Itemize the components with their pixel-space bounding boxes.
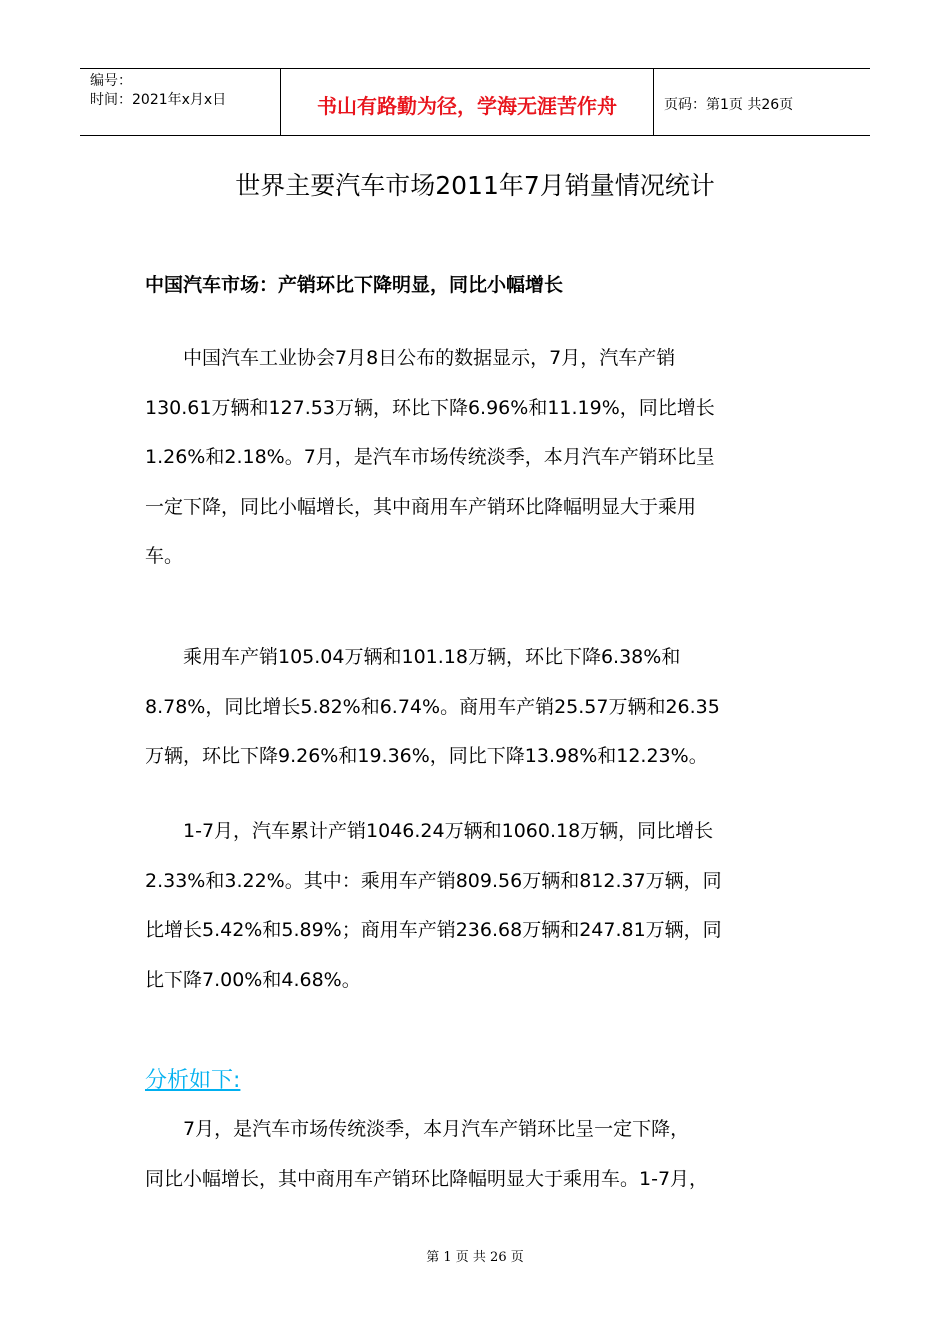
code-label: 编号：	[90, 73, 132, 89]
page-info-cell	[654, 69, 870, 135]
analysis-heading: 分析如下:	[145, 1068, 241, 1093]
paragraph-line: 7月，是汽车市场传统淡季，本月汽车产销环比呈一定下降，	[145, 1118, 690, 1140]
paragraph-line: 中国汽车工业协会7月8日公布的数据显示，7月，汽车产销	[145, 347, 676, 369]
motto-text: 书山有路勤为径，学海无涯苦作舟	[317, 93, 617, 118]
paragraph-2	[145, 633, 813, 782]
paragraph-line: 同比小幅增长，其中商用车产销环比降幅明显大于乘用车。1-7月，	[145, 1167, 709, 1190]
paragraph-line: 1.26%和2.18%。7月，是汽车市场传统淡季，本月汽车产销环比呈	[145, 446, 715, 468]
paragraph-line: 万辆，环比下降9.26%和19.36%，同比下降13.98%和12.23%。	[145, 745, 708, 767]
page-footer: 第 1 页 共 26 页	[426, 1250, 524, 1265]
paragraph-3	[145, 807, 813, 1005]
paragraph-line: 130.61万辆和127.53万辆，环比下降6.96%和11.19%，同比增长	[145, 396, 715, 419]
paragraph-line: 一定下降，同比小幅增长，其中商用车产销环比降幅明显大于乘用	[145, 495, 697, 518]
paragraph-line: 车。	[145, 545, 184, 567]
document-title: 世界主要汽车市场2011年7月销量情况统计	[235, 171, 715, 200]
paragraph-line: 比下降7.00%和4.68%。	[145, 968, 361, 991]
motto-cell	[281, 69, 654, 135]
page-info-text: 页码：第1页 共26页	[664, 97, 794, 113]
analysis-paragraph	[145, 1105, 813, 1204]
paragraph-line: 8.78%，同比增长5.82%和6.74%。商用车产销25.57万辆和26.35	[145, 695, 720, 718]
paragraph-line: 比增长5.42%和5.89%；商用车产销236.68万辆和247.81万辆，同	[145, 919, 722, 941]
paragraph-1	[145, 334, 813, 582]
section-heading: 中国汽车市场：产销环比下降明显，同比小幅增长	[145, 274, 564, 296]
page-header	[80, 68, 870, 136]
paragraph-line: 1-7月，汽车累计产销1046.24万辆和1060.18万辆，同比增长	[145, 820, 714, 842]
header-meta-cell	[80, 69, 281, 135]
paragraph-line: 乘用车产销105.04万辆和101.18万辆，环比下降6.38%和	[145, 646, 681, 668]
paragraph-line: 2.33%和3.22%。其中：乘用车产销809.56万辆和812.37万辆，同	[145, 869, 722, 892]
date-label: 时间：2021年x月x日	[90, 92, 227, 108]
